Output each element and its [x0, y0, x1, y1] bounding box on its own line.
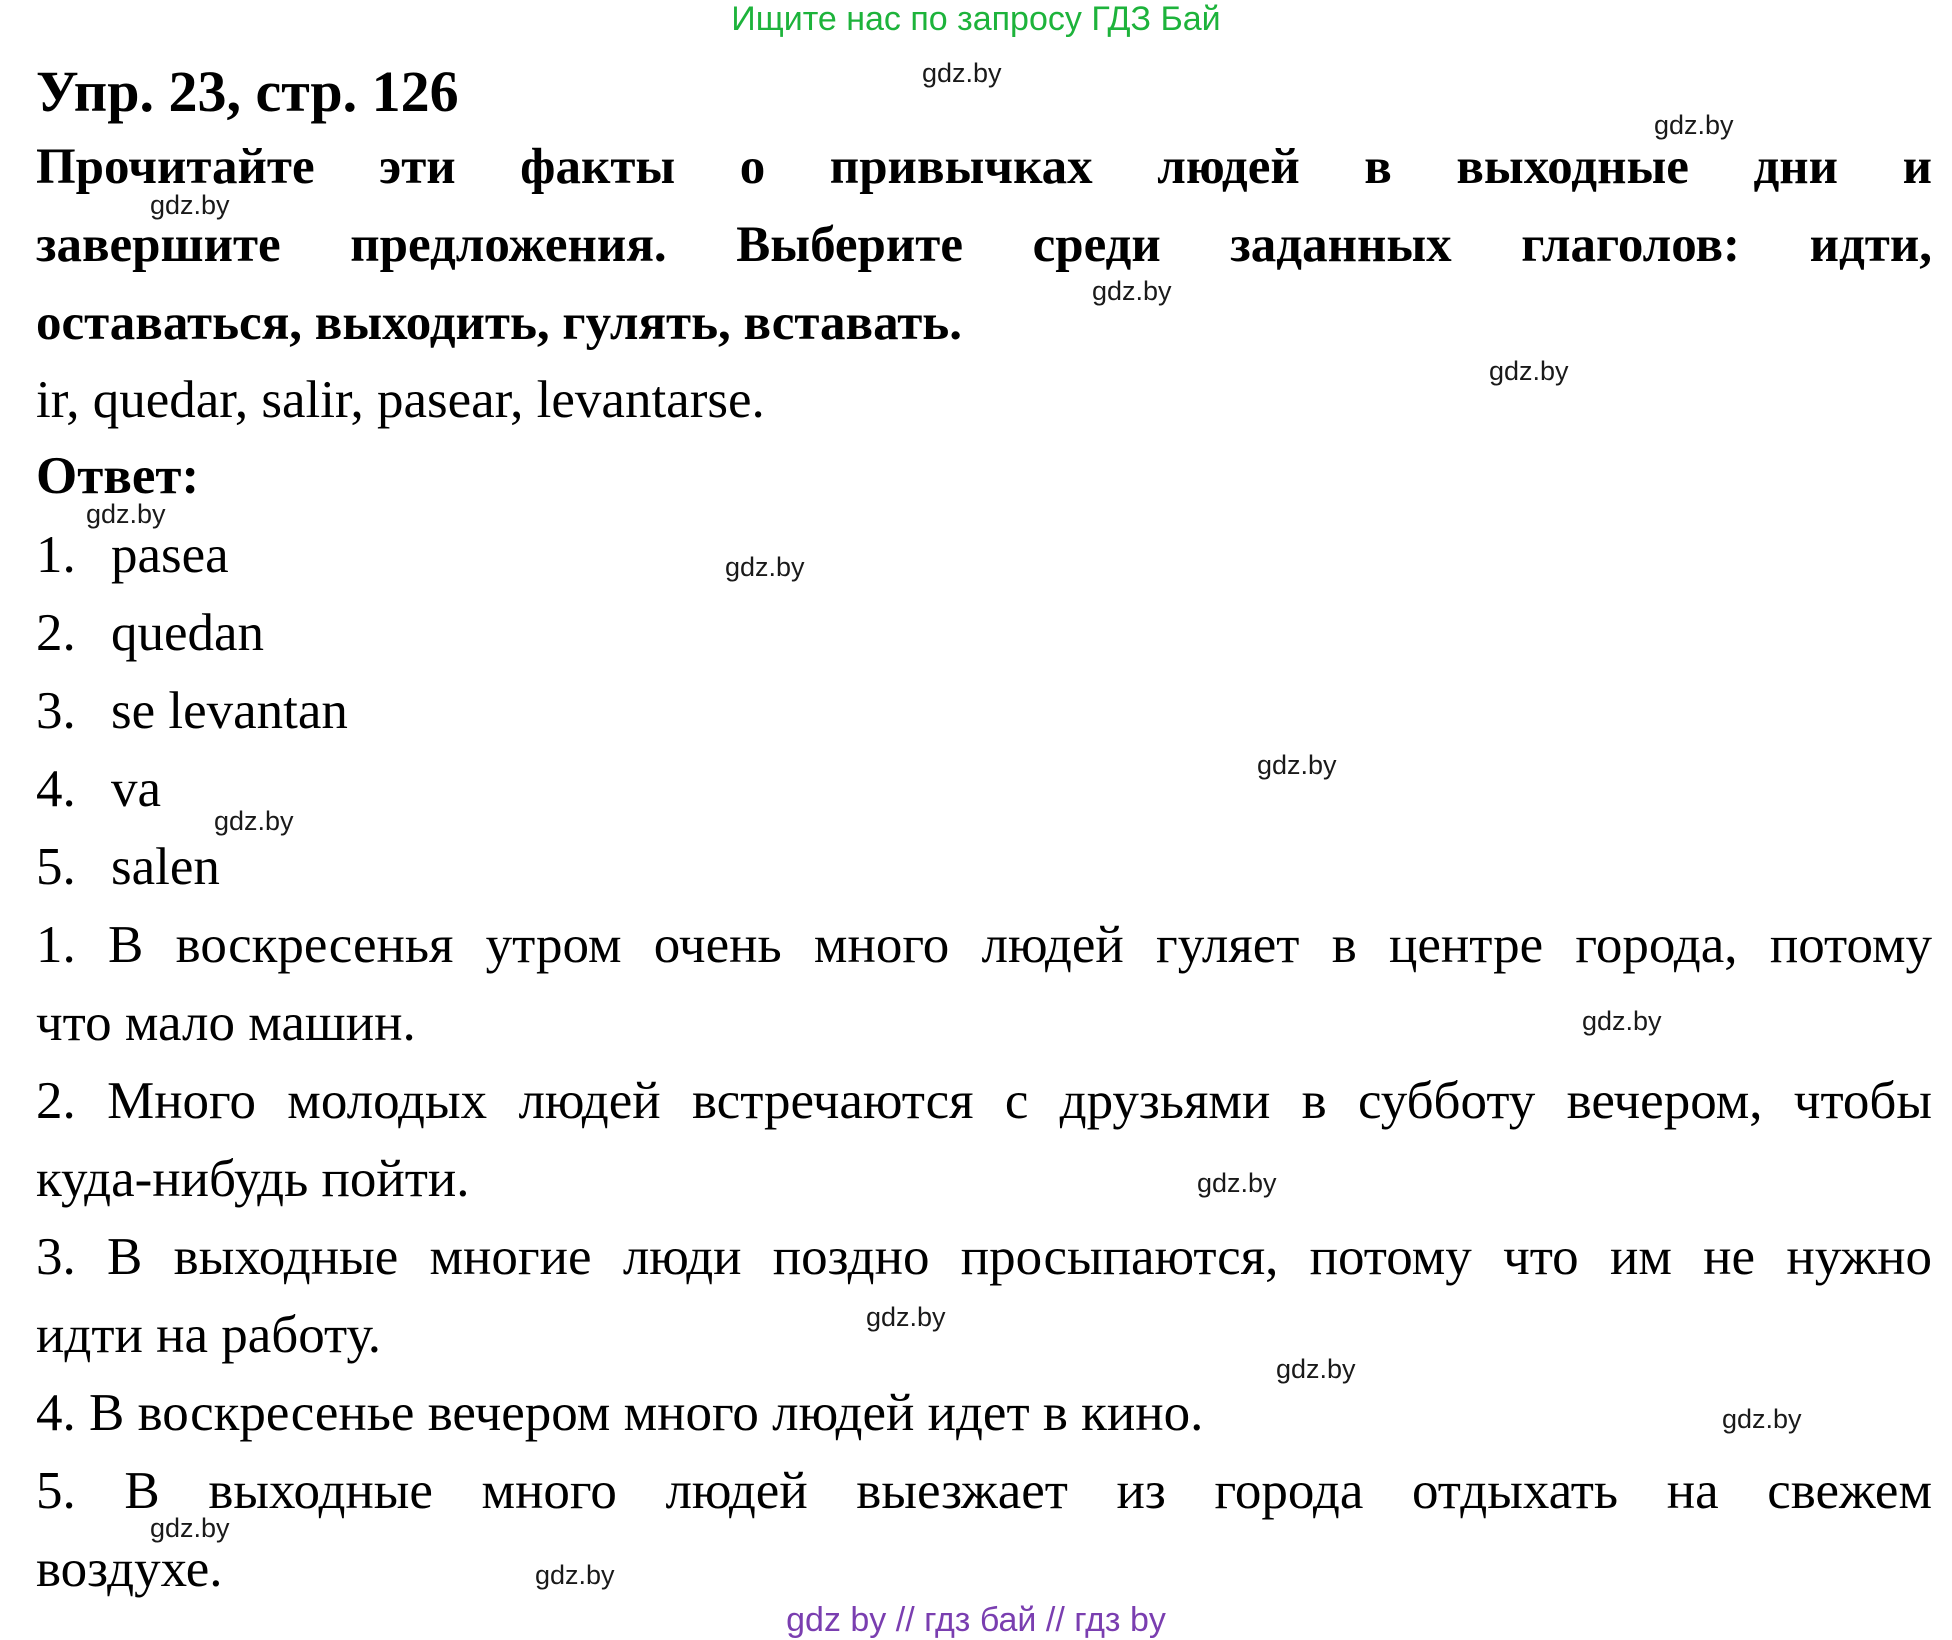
task-line-2: завершите предложения. Выберите среди заданных глаголов: идти,	[36, 217, 1932, 273]
answer-item	[36, 759, 161, 819]
answer-text: salen	[111, 838, 220, 896]
watermark: gdz.by	[1582, 1006, 1662, 1036]
task-line-1: Прочитайте эти факты о привычках людей в выходные дни и	[36, 139, 1932, 195]
answer-label: Ответ:	[36, 447, 200, 505]
sentence-line: куда-нибудь пойти.	[36, 1150, 470, 1208]
watermark: gdz.by	[1257, 750, 1337, 780]
watermark: gdz.by	[922, 58, 1002, 88]
sentence-line: 2. Много молодых людей встречаются с друзьями в субботу вечером, чтобы	[36, 1072, 1932, 1130]
watermark: gdz.by	[214, 806, 294, 836]
watermark: gdz.by	[866, 1302, 946, 1332]
footer-links[interactable]: gdz by // гдз бай // гдз by	[786, 1601, 1166, 1639]
answer-number: 4.	[36, 760, 76, 818]
watermark: gdz.by	[1654, 110, 1734, 140]
watermark: gdz.by	[725, 552, 805, 582]
answer-text: quedan	[111, 604, 265, 662]
sentence-line: 3. В выходные многие люди поздно просыпаются, потому что им не нужно	[36, 1228, 1932, 1286]
sentence-line: 5. В выходные много людей выезжает из города отдыхать на свежем	[36, 1462, 1932, 1520]
spanish-verbs: ir, quedar, salir, pasear, levantarse.	[36, 371, 765, 429]
watermark: gdz.by	[150, 190, 230, 220]
answer-number: 3.	[36, 682, 76, 740]
answer-item	[36, 603, 264, 663]
answer-number: 2.	[36, 604, 76, 662]
answer-item	[36, 525, 229, 585]
answer-number: 5.	[36, 838, 76, 896]
answer-text: pasea	[111, 526, 229, 584]
watermark: gdz.by	[150, 1513, 230, 1543]
watermark: gdz.by	[1722, 1404, 1802, 1434]
watermark: gdz.by	[535, 1560, 615, 1590]
answer-item	[36, 681, 348, 741]
watermark: gdz.by	[1276, 1354, 1356, 1384]
answer-number: 1.	[36, 526, 76, 584]
watermark: gdz.by	[1197, 1168, 1277, 1198]
sentence-line: что мало машин.	[36, 994, 416, 1052]
sentence-line: идти на работу.	[36, 1306, 381, 1364]
sentence-line: воздухе.	[36, 1540, 223, 1598]
answer-text: va	[111, 760, 162, 818]
answer-text: se levantan	[111, 682, 348, 740]
exercise-title: Упр. 23, стр. 126	[36, 59, 459, 124]
search-hint-link[interactable]: Ищите нас по запросу ГДЗ Бай	[731, 0, 1221, 38]
sentence-line: 1. В воскресенья утром очень много людей гуляет в центре города, потому	[36, 916, 1932, 974]
task-line-3: оставаться, выходить, гулять, вставать.	[36, 295, 963, 351]
answer-item	[36, 837, 220, 897]
sentence-line: 4. В воскресенье вечером много людей идет в кино.	[36, 1384, 1204, 1442]
watermark: gdz.by	[1092, 276, 1172, 306]
watermark: gdz.by	[86, 499, 166, 529]
watermark: gdz.by	[1489, 356, 1569, 386]
